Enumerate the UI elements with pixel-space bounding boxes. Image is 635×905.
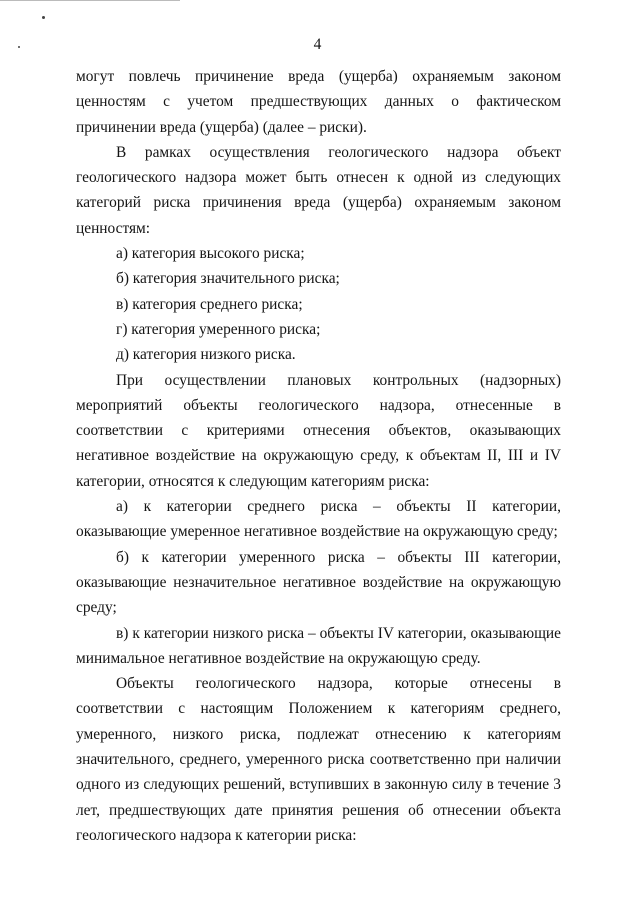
paragraph: Объекты геологического надзора, которые отнесены в соответствии с настоящим Положением к категориям среднего, умеренного, низкого риска, подлежат отнесению к категориям значительного, среднего, умеренного риска соответственно при наличии одного из следующих решений, вступивших в законную силу в течение 3 лет, предшествующих дате принятия решения об отнесении объекта геологического надзора к категории риска: — [76, 675, 561, 844]
paragraph: могут повлечь причинение вреда (ущерба) охраняемым законом ценностям с учетом предшествующих данных о фактическом причинении вреда (ущерба) (далее – риски). — [76, 68, 561, 136]
paragraph: в) к категории низкого риска – объекты IV категории, оказывающие минимальное негативное воздействие на окружающую среду. — [76, 624, 561, 667]
page-number: 4 — [313, 36, 322, 53]
document-body — [76, 64, 561, 848]
paragraph: При осуществлении плановых контрольных (надзорных) мероприятий объекты геологического надзора, отнесенные в соответствии с критериями отнесения объектов, оказывающих негативное воздействие на окружающую среду, к объектам II, III и IV категории, относятся к следующим категориям риска: — [76, 371, 561, 490]
paragraph: б) к категории умеренного риска – объекты III категории, оказывающие незначительное негативное воздействие на окружающую среду; — [76, 548, 561, 617]
list-item: г) категория умеренного риска; — [116, 320, 321, 338]
paragraph: а) к категории среднего риска – объекты II категории, оказывающие умеренное негативное воздействие на окружающую среду; — [76, 498, 561, 541]
list-item: в) категория среднего риска; — [116, 295, 303, 313]
list-item: б) категория значительного риска; — [116, 270, 340, 288]
scan-speck — [42, 16, 45, 19]
list-item: а) категория высокого риска; — [116, 245, 305, 263]
paragraph: В рамках осуществления геологического надзора объект геологического надзора может быть отнесен к одной из следующих категорий риска причинения вреда (ущерба) охраняемым законом ценностям: — [76, 143, 561, 237]
scan-artifact-line — [0, 0, 180, 1]
list-item: д) категория низкого риска. — [116, 346, 296, 364]
